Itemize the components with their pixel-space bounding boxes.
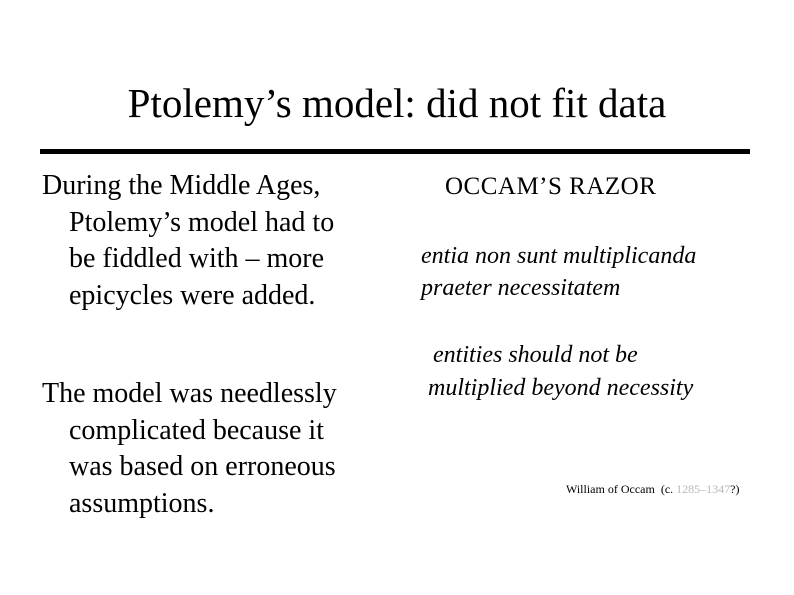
paragraph-line: epicycles were added. xyxy=(69,279,316,311)
paragraph-line: assumptions. xyxy=(69,487,215,519)
attribution-suffix: ?) xyxy=(730,482,740,496)
latin-line: praeter necessitatem xyxy=(421,275,621,301)
translation-line: multiplied beyond necessity xyxy=(428,375,694,401)
paragraph-line: The model was needlessly xyxy=(42,378,337,409)
paragraph-line: be fiddled with – more xyxy=(69,243,325,274)
translation-line: entities should not be xyxy=(433,342,638,368)
attribution-dates: 1285–1347 xyxy=(676,482,731,496)
occams-razor-heading: OCCAM’S RAZOR xyxy=(445,173,657,200)
title-divider xyxy=(40,149,750,154)
paragraph-line: During the Middle Ages, xyxy=(42,170,321,201)
slide-title: Ptolemy’s model: did not fit data xyxy=(127,80,667,126)
attribution xyxy=(566,480,739,498)
attribution-prefix: (c. xyxy=(660,482,677,496)
paragraph-line: complicated because it xyxy=(69,414,324,446)
paragraph-line: was based on erroneous xyxy=(69,451,336,482)
paragraph-needlessly-complicated xyxy=(42,376,392,522)
paragraph-line: Ptolemy’s model had to xyxy=(69,206,335,238)
attribution-name: William of Occam xyxy=(566,482,655,496)
paragraph-middle-ages xyxy=(42,168,392,314)
english-translation xyxy=(428,339,693,405)
latin-line: entia non sunt multiplicanda xyxy=(421,243,697,269)
latin-quote xyxy=(421,240,696,304)
